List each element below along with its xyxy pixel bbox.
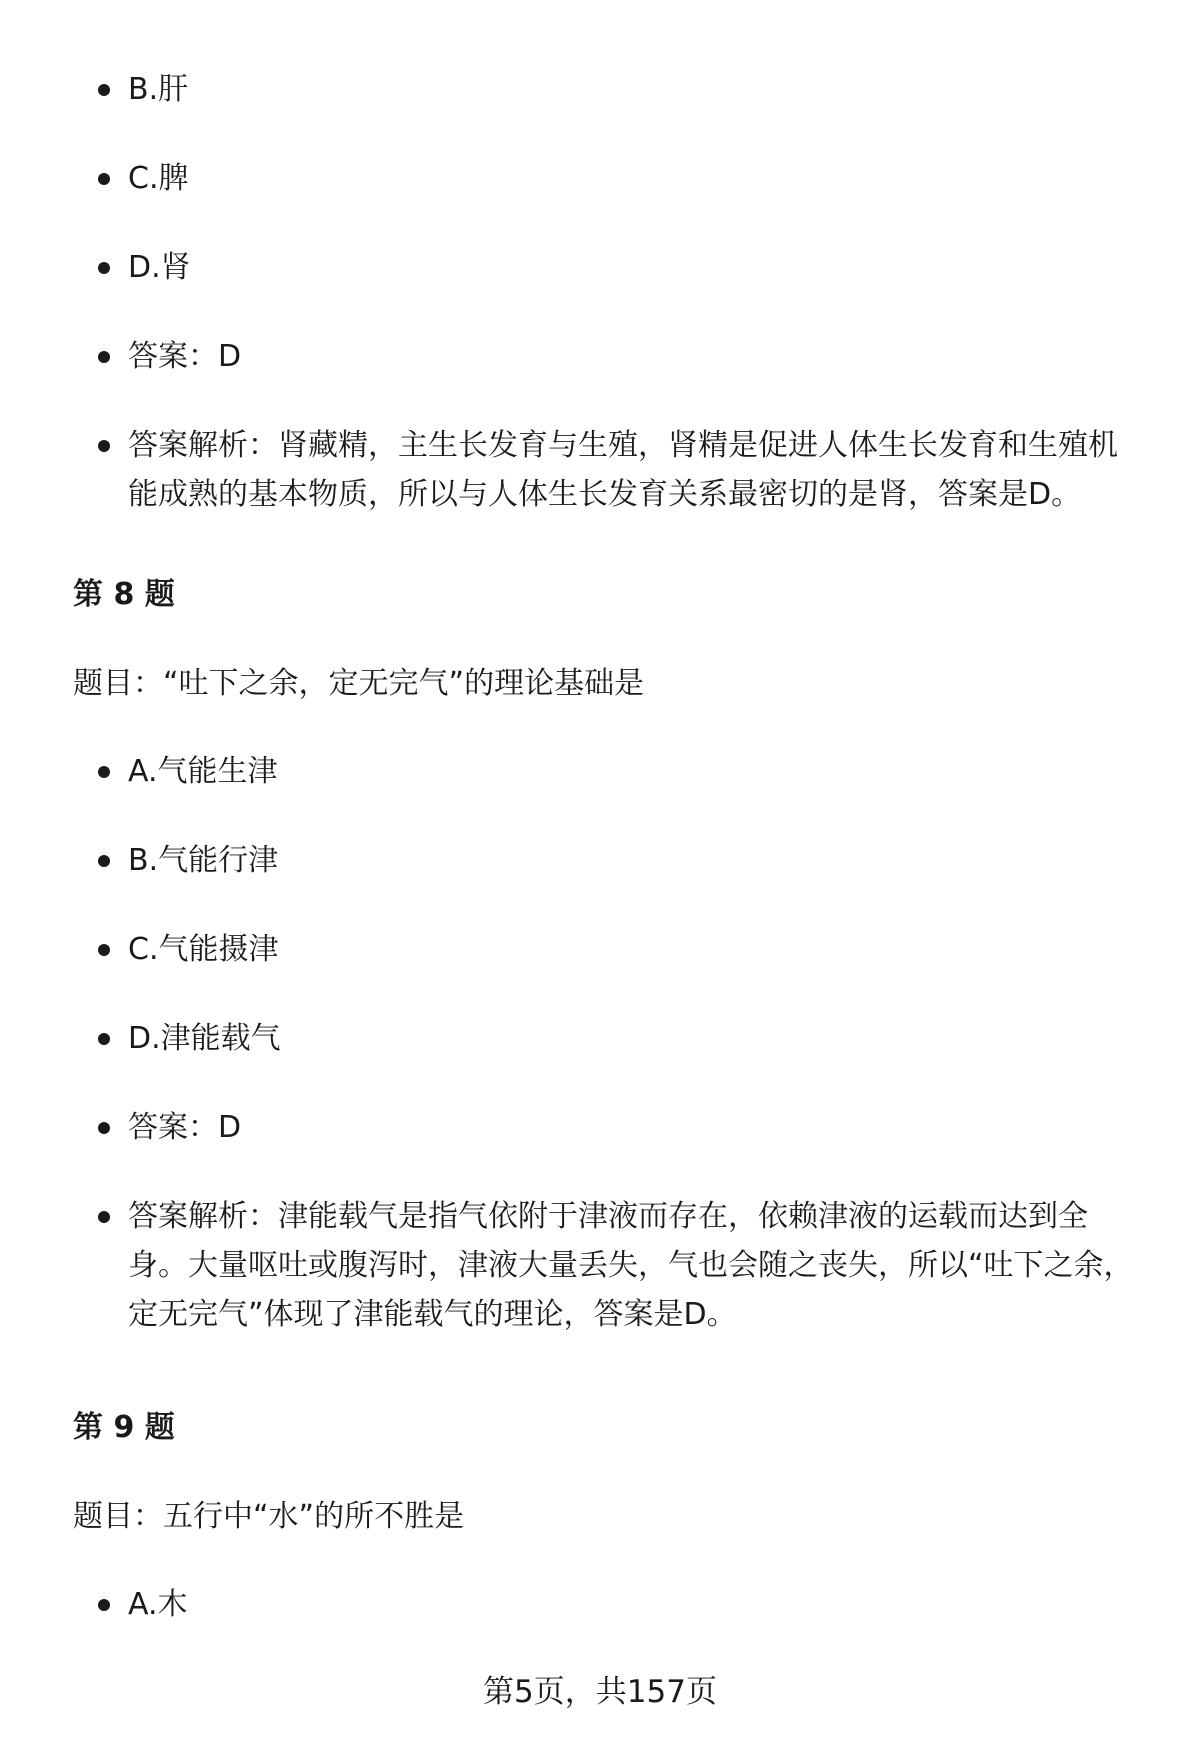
answer-text: 答案：D xyxy=(128,339,242,374)
answer-text: 答案：D xyxy=(128,1110,242,1145)
bullet-icon xyxy=(98,766,110,778)
bullet-icon xyxy=(98,1599,110,1611)
bullet-icon xyxy=(98,855,110,867)
list-item xyxy=(0,65,1200,114)
list-item xyxy=(0,836,1200,885)
option-text: C.气能摄津 xyxy=(128,932,279,967)
question-text: 题目：五行中“水”的所不胜是 xyxy=(73,1499,465,1534)
q8-list xyxy=(0,747,1200,1339)
list-item xyxy=(0,154,1200,203)
bullet-icon xyxy=(98,84,110,96)
q9-list xyxy=(0,1580,1200,1629)
bullet-icon xyxy=(98,1211,110,1223)
bullet-icon xyxy=(98,351,110,363)
option-text: A.气能生津 xyxy=(128,754,278,789)
list-item xyxy=(0,421,1200,519)
option-text: A.木 xyxy=(128,1587,188,1622)
option-text: D.肾 xyxy=(128,250,191,285)
option-text: B.肝 xyxy=(128,72,189,107)
bullet-icon xyxy=(98,1122,110,1134)
option-text: D.津能载气 xyxy=(128,1021,281,1056)
bullet-icon xyxy=(98,262,110,274)
list-item xyxy=(0,243,1200,292)
question-text: 题目：“吐下之余，定无完气”的理论基础是 xyxy=(73,666,645,701)
list-item xyxy=(0,747,1200,796)
analysis-text: 答案解析：津能载气是指气依附于津液而存在，依赖津液的运载而达到全身。大量呕吐或腹泻时，津液大量丢失，气也会随之丧失，所以“吐下之余，定无完气”体现了津能载气的理论，答案是D。 xyxy=(128,1199,1134,1332)
analysis-text: 答案解析：肾藏精，主生长发育与生殖，肾精是促进人体生长发育和生殖机能成熟的基本物质，所以与人体生长发育关系最密切的是肾，答案是D。 xyxy=(128,428,1118,512)
bullet-icon xyxy=(98,1033,110,1045)
list-item xyxy=(0,1014,1200,1063)
bullet-icon xyxy=(98,173,110,185)
option-text: C.脾 xyxy=(128,161,189,196)
list-item xyxy=(0,925,1200,974)
bullet-icon xyxy=(98,440,110,452)
question-heading: 第 8 题 xyxy=(73,577,175,612)
list-item xyxy=(0,332,1200,381)
list-item xyxy=(0,1580,1200,1629)
list-item xyxy=(0,1103,1200,1152)
list-item xyxy=(0,1192,1200,1339)
page-number: 第5页，共157页 xyxy=(483,1674,717,1710)
option-text: B.气能行津 xyxy=(128,843,279,878)
prev-question-list xyxy=(0,65,1200,519)
question-heading: 第 9 题 xyxy=(73,1410,175,1445)
bullet-icon xyxy=(98,944,110,956)
